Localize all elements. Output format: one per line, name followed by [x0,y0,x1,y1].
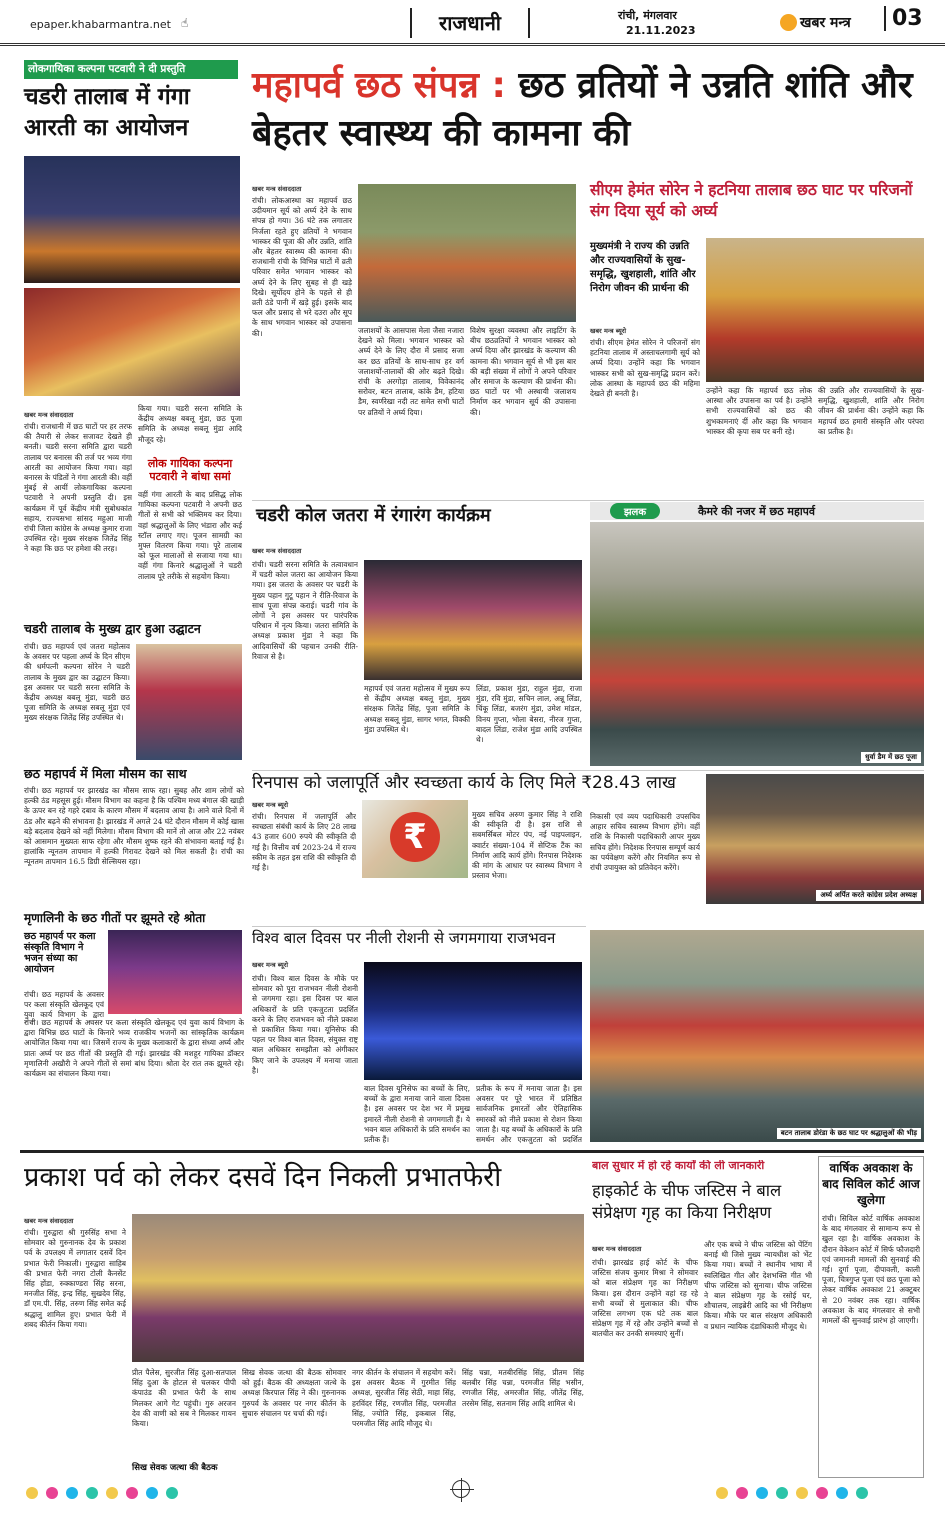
issue-day: रांची, मंगलवार [618,9,677,22]
prakash-body-3: सिख सेवक जत्था की बैठक सोमवार को हुई। बैठक की अध्यक्षता जत्थे के अध्यक्ष किरपाल सिंह ने की। गुरुनानक गुरुपर्व के अवसर पर नगर कीर्तन के सुचारु संचालन पर चर्चा की गई। [242,1368,346,1418]
childday-body-1: रांची। विश्व बाल दिवस के मौके पर सोमवार को पूरा राजभवन नीली रोशनी से जगमगा रहा। इस दिवस पर बाल अधिकारों के प्रति एकजुटता प्रदर्शित करने के लिए राजभवन को नीले प्रकाश से प्रकाशित किया गया। यूनिसेफ की पहल पर विश्व बाल दिवस, संयुक्त राष्ट्र बाल अधिकार समझौता को अंगीकार किए जाने के उपलक्ष्य में मनाया जाता है। [252,974,358,1075]
jatra-body-3: लिंडा, प्रकाश मुंडा, राहुल मुंडा, राजा मुंडा, रवि मुंडा, सचिन लाल, अन्नू लिंडा, चिंकू लिंडा, बजरंग मुंडा, उमेश मांडल, विनय गुप्ता, भोला बेसरा, नीरज गुप्ता, बादल लिंडा, राजेश मुंडा आदि उपस्थित थे। [476,684,582,745]
court-body-2: और एक बच्चे ने चीफ जस्टिस को पेंटिंग बनाई थी जिसे मुख्य न्यायधीश को भेंट किया गया। बच्चों ने स्थानीय भाषा में स्वलिखित गीत और देशभक्ति गीत भी चीफ जस्टिस को सुनाया। चीफ जस्टिस ने बाल संप्रेक्षण गृह के रसोई घर, शौचालय, लाइब्रेरी आदि का भी निरीक्षण किया। मौके पर बाल संरक्षण अधिकारी व प्रधान न्यायिक दंडाधिकारी मौजूद थे। [704,1240,812,1331]
singer-photo [108,930,242,1014]
rinpas-body-3: निकासी एवं व्यय पदाधिकारी उपसचिव आहार सचिव स्वास्थ्य विभाग होंगे। वहीं राशि के निकासी पदाधिकारी आपर मुख्य सचिव होंगे। निदेशक रिनपास सम्पूर्ण कार्य का पर्यवेक्षण करेंगे और नियमित रूप से रांची उपायुक्त को प्रतिवेदन करेंगे। [590,812,700,873]
camera-tag: झलक [610,503,660,519]
left-headline-2: चडरी तालाब के मुख्य द्वार हुआ उद्घाटन [24,621,201,636]
stage-group-photo [24,288,240,396]
bottom-divider [20,1150,924,1153]
cm-byline: खबर मन्त्र ब्यूरो [590,327,627,335]
ganga-aarti-photo [24,156,240,283]
cm-quote: मुख्यमंत्री ने राज्य की उन्नति और राज्यवासियों के सुख-समृद्धि, खुशहाली, शांति और निरोग जीवन की प्रार्थना की [590,241,696,294]
footer-dot [46,1487,58,1499]
court-headline: हाइकोर्ट के चीफ जस्टिस ने बाल संप्रेक्षण गृह का किया निरीक्षण [592,1181,782,1222]
left-kicker: लोकगायिका कल्पना पटवारी ने दी प्रस्तुति [24,60,238,79]
footer-dot [146,1487,158,1499]
cm-headline: सीएम हेमंत सोरेन ने हटनिया तालाब छठ घाट पर परिजनों संग दिया सूर्य को अर्घ्य [590,181,913,220]
footer-dot [796,1487,808,1499]
jatra-top-rule [252,500,924,501]
registration-mark-icon [452,1480,470,1498]
lead-byline: खबर मन्त्र संवाददाता [252,185,302,193]
dhurwa-dam-photo [590,522,924,766]
footer-dot [106,1487,118,1499]
footer-dot [756,1487,768,1499]
masthead [0,0,945,46]
congress-president-caption: अर्घ्य अर्पित करते कांग्रेस प्रदेश अध्यक्ष [816,890,921,901]
left-body-3: वहीं गंगा आरती के बाद प्रसिद्ध लोक गायिका कल्पना पटवारी ने अपनी छठ गीतों से सभी को भक्तिमय कर दिया। वहां श्रद्धालुओं के लिए भंडारा और कई स्टॉल लगाए गए। पूजन सामग्री का मुफ्त वितरण किया गया। पूरे तालाब को फूल मालाओं से सजाया गया था। वहीं गंगा किनारे श्रद्धालुओं ने चडरी तालाब पूरे तरीके से सहयोग किया। [138,490,242,581]
cursor-icon: ☝ [181,16,189,30]
footer-dot [26,1487,38,1499]
site-url[interactable]: epaper.khabarmantra.net [30,18,171,31]
prakash-byline: खबर मन्त्र संवाददाता [24,1217,74,1225]
cm-body-3: की उन्नति और राज्यवासियों के सुख-समृद्धि, खुशहाली, शांति और निरोग जीवन की प्रार्थना की। उन्होंने कहा कि महापर्व छठ हमारी संस्कृति और परंपरा का प्रतीक है। [818,386,924,436]
left-headline-3: छठ महापर्व में मिला मौसम का साथ [24,766,187,781]
prakash-subhead: सिख सेवक जत्था की बैठक [132,1463,218,1473]
lead-headline-black: छठ व्रतियों ने उन्नति शांति और बेहतर स्वास्थ्य की कामना की [252,65,913,154]
left-body-5: रांची। छठ महापर्व पर झारखंड का मौसम साफ रहा। सुबह और शाम लोगों को हल्की ठंड महसूस हुई। मौसम विभाग का कहना है कि पश्चिम मध्य बंगाल की खाड़ी के ऊपर बन रहे गहरे दबाव के कारण मौसम में बदलाव आया है। आने वाले दिनों में ठंड और बढ़ने की संभावना है। झारखंड में अगले 24 घंटे दौरान मौसम में कोई खास बड़े बदलाव देखने को नहीं मिलेगा। मौसम विभाग की मानें तो आज और 22 नवंबर को आसमान मुख्यतः साफ रहेगा और मौसम शुष्क रहने की संभावना बताई गई है। हालांकि न्यूनतम तापमान में हल्की गिरावट देखने को मिल सकती है। रांची का न्यूनतम तापमान 16.5 डिग्री सेल्सियस रहा। [24,786,244,867]
footer-dot [736,1487,748,1499]
congress-president-photo [706,774,924,904]
jatra-headline: चडरी कोल जतरा में रंगारंग कार्यक्रम [256,505,491,526]
childday-body-2: बाल दिवस यूनिसेफ का बच्चों के लिए, बच्चों के द्वारा मनाया जाने वाला दिवस है। इस अवसर पर देश भर में प्रमुख इमारतें नीली रोशनी से जगमगाती हैं। ये भवन बाल अधिकारों के प्रति समर्थन का प्रतीक हैं। [364,1084,470,1144]
cm-body-2: उन्होंने कहा कि महापर्व छठ लोक आस्था और उपासना का पर्व है। उन्होंने सभी राज्यवासियों को छठ की शुभकामनाएं दीं और कहा कि भगवान भास्कर की कृपा सब पर बनी रहे। [706,386,812,436]
civil-headline: वार्षिक अवकाश के बाद सिविल कोर्ट आज खुलेगा [822,1161,920,1207]
rinpas-byline: खबर मन्त्र ब्यूरो [252,801,289,809]
batan-talab-photo [590,930,924,1142]
jatra-body-1: रांची। चडरी सरना समिति के तत्वावधान में चडरी कोल जतरा का आयोजन किया गया। इस जतरा के अवसर पर चडरी के मुख्य पहान गुटू पहान ने रीति-रिवाज के साथ पूजा संपन्न कराई। चडरी गांव के लोगों ने इस अवसर पर पारंपरिक परिधान में नृत्य किया। जतरा समिति के अध्यक्ष प्रकाश मुंडा ने कहा कि आदिवासियों की पहचान उनकी रीति-रिवाज से है। [252,560,358,661]
batan-talab-caption: बटन तालाब डोरंडा के छठ घाट पर श्रद्धालुओं की भीड़ [777,1128,921,1139]
page-number: 03 [884,6,923,31]
footer-dot [716,1487,728,1499]
footer-dot [66,1487,78,1499]
issue-date: 21.11.2023 [626,24,696,37]
left-body-6: रांची। छठ महापर्व के अवसर पर कला संस्कृति खेलकूद एवं युवा कार्य विभाग के द्वारा [24,990,104,1020]
rinpas-headline: रिनपास को जलापूर्ति और स्वच्छता कार्य के लिए मिले ₹28.43 लाख [252,773,676,793]
left-body-4: रांची। छठ महापर्व एवं जतरा महोत्सव के अवसर पर पहला अर्घ्य के दिन सीएम की धर्मपत्नी कल्पना सोरेन ने चडरी तालाब के मुख्य द्वार का उद्घाटन किया। इस अवसर पर चडरी सरना समिति के केंद्रीय अध्यक्ष बबलू मुंडा, चडरी छठ पूजा समिति के अध्यक्ष सबलू मुंडा एवं मुख्य संरक्षक जितेंद्र सिंह उपस्थित थे। [24,642,130,723]
camera-bar [590,502,924,520]
prakash-headline: प्रकाश पर्व को लेकर दसवें दिन निकली प्रभातफेरी [24,1162,502,1193]
rajbhavan-blue-photo [364,962,582,1080]
footer-dot [86,1487,98,1499]
brand-name: खबर मन्त्र [800,15,851,31]
rinpas-top-rule [252,770,924,771]
footer-dot [856,1487,868,1499]
brand-logo-icon [780,14,797,31]
chhath-devotees-photo [358,184,576,322]
gate-inauguration-photo [136,644,242,760]
camera-title: कैमरे की नजर में छठ महापर्व [698,505,816,518]
civil-body: रांची। सिविल कोर्ट वार्षिक अवकाश के बाद मंगलवार से सामान्य रूप से खुल रहा है। वार्षिक अवकाश के दौरान वेकेशन कोर्ट में सिर्फ फौजदारी एवं जमानती मामलों की सुनवाई की गई। दुर्गा पूजा, दीपावली, काली पूजा, चित्रगुप्त पूजा एवं छठ पूजा को लेकर वार्षिक अवकाश 21 अक्टूबर से 20 नवंबर तक रहा। वार्षिक अवकाश के बाद मंगलवार से सभी मामलों की सुनवाई प्रारंभ हो जाएगी। [822,1214,920,1326]
lead-body-2: जलाशयों के आसपास मेला जैसा नजारा देखने को मिला। भगवान भास्कर को अर्घ्य देने के लिए दौरा में प्रसाद सजा कर छठ व्रतियों के साथ-साथ हर वर्ग जलाशयों-तालाबों की ओर बढ़ते दिखे। रांची के अरगोड़ा तालाब, विवेकानंद सरोवर, बटन तालाब, कांके डैम, हटिया डैम, स्वर्णरेखा नदी तट समेत सभी घाटों पर व्रतियों ने अर्घ्य दिया। [358,326,464,417]
childday-top-rule [252,926,586,927]
footer-dot [126,1487,138,1499]
left-body-6b: रांची। छठ महापर्व के अवसर पर कला संस्कृति खेलकूद एवं युवा कार्य विभाग के द्वारा विभिन्न छठ घाटों के किनारे भव्य राजकीय भजनों का सांस्कृतिक कार्यक्रम आयोजित किया गया था। जिसमें राज्य के मुख्य कलाकारों के द्वारा संध्या अर्घ्य और प्रातः अर्घ्य पर छठ गीतों की प्रस्तुति दी गई। झारखंड की मशहूर गायिका डॉक्टर मृणालिनी अखौरी ने अपने गीतों से समां बांध दिया। श्रोता देर रात तक झूमते रहे। कार्यक्रम का संचालन किया गया। [24,1018,244,1079]
cm-arghya-photo [706,238,924,382]
left-subhead-1: लोक गायिका कल्पना पटवारी ने बांधा समां [147,457,233,483]
footer-dot [776,1487,788,1499]
left-body-1: रांची। राजधानी में छठ घाटों पर हर तरफ की तैयारी से लेकर सजावट देखते ही बनती। चडरी सरना समिति द्वारा चडरी तालाब पर बनारस की तर्ज पर भव्य गंगा आरती का आयोजन किया गया। वहां बनारस के पंडितों ने गंगा आरती की। वहीं मुंबई से आयीं लोकगायिका कल्पना पटवारी ने अपनी प्रस्तुति दी। इस कार्यक्रम में पूर्व केंद्रीय मंत्री सुबोधकांत सहाय, राज्यसभा सांसद महुआ माजी रांची जिला कांग्रेस के अध्यक्ष कुमार राजा उपस्थित रहे। मुख्य संरक्षक जितेंद्र सिंह ने कहा कि छठ पर हमेशा की तरह। [24,422,132,554]
left-body-2: किया गया। चडरी सरना समिति के केंद्रीय अध्यक्ष बबलू मुंडा, छठ पूजा समिति के अध्यक्ष सबलू मुंडा आदि मौजूद रहे। [138,404,242,444]
childday-byline: खबर मन्त्र ब्यूरो [252,961,289,969]
childday-headline: विश्व बाल दिवस पर नीली रोशनी से जगमगाया राजभवन [252,929,556,947]
cm-body-1: रांची। सीएम हेमंत सोरेन ने परिजनों संग हटनिया तालाब में अस्ताचलगामी सूर्य को अर्घ्य दिया। उन्होंने कहा कि भगवान भास्कर सभी को सुख-समृद्धि प्रदान करें। लोक आस्था के महापर्व छठ की महिमा देखते ही बनती है। [590,338,700,399]
court-byline: खबर मन्त्र संवाददाता [592,1245,642,1253]
section-name: राजधानी [410,8,530,38]
jatra-body-2: महापर्व एवं जतरा महोत्सव में मुख्य रूप से केंद्रीय अध्यक्ष बबलू मुंडा, मुख्य संरक्षक जितेंद्र सिंह, पूजा समिति के अध्यक्ष सबलू मुंडा, सागर भगत, विक्की मुंडा उपस्थित थे। [364,684,470,734]
left-headline-4: मृणालिनी के छठ गीतों पर झूमते रहे श्रोता [24,911,206,925]
footer-dots-right [716,1484,916,1498]
jatra-byline: खबर मन्त्र संवाददाता [252,547,302,555]
rinpas-body-1: रांची। रिनपास में जलापूर्ति और स्वच्छता संबंधी कार्य के लिए 28 लाख 43 हजार 600 रुपये की स्वीकृति दी गई है। वित्तीय वर्ष 2023-24 में राज्य स्कीम के तहत इस राशि की स्वीकृति दी गई है। [252,812,356,873]
footer-dots-left [26,1484,226,1498]
prakash-body-2: प्रीत पैलेस, सुरजीत सिंह दुआ-सतपाल सिंह दुआ के होटल से चलकर पीपी कंपाउंड की प्रभात फेरी के साथ मिलकर आगे गेट पहुंची। गुरु अरजन देव की वाणी को सब ने मिलकर गायन किया। [132,1368,236,1429]
dhurwa-dam-caption: धुर्वा डैम में छठ पूजा [861,752,921,763]
rinpas-body-2: मुख्य सचिव अरुण कुमार सिंह ने राशि की स्वीकृति दी है। इस राशि से सबमर्सिबल मोटर पंप, नई पाइपलाइन, क्वार्टर संख्या-104 में सेप्टिक टैंक का निर्माण आदि कार्य होंगे। रिनपास निदेशक की मांग के आधार पर स्वास्थ्य विभाग ने प्रस्ताव भेजा। [472,810,582,881]
jatra-dance-photo [364,560,582,680]
lead-body-1: रांची। लोकआस्था का महापर्व छठ उदीयमान सूर्य को अर्घ्य देने के साथ संपन्न हो गया। 36 घंटे तक लगातार निर्जला रहते हुए व्रतियों ने भगवान भास्कर की पूजा की और उन्नति, शांति और बेहतर स्वास्थ्य की कामना की। राजधानी रांची के विभिन्न घाटों में व्रती परिवार समेत भगवान भास्कर को अर्घ्य देने के लिए सुबह से ही खड़े दिखे। सूर्योदय होने के पहले से ही व्रती ठंडे पानी में खड़े हुई। इसके बाद फल और प्रसाद से भरे दउरा और सूप के साथ भगवान भास्कर को उपासना की। [252,196,352,338]
prakash-body-1: रांची। गुरुद्वारा श्री गुरुसिंह सभा ने सोमवार को गुरुनानक देव के प्रकाश पर्व के उपलक्ष्य में लगातार दसवें दिन प्रभात फेरी निकाली। गुरुद्वारा साहिब की प्रभात फेरी नगरा टोली कैनसेंट सिंह होंडा, रुक्काण्डरा सिंह सरना, मनजीत सिंह, इन्द्र सिंह, सुखदेव सिंह, डॉ एम.पी. सिंह, तरुण सिंह समेत कई श्रद्धालु शामिल हुए। प्रभात फेरी में शबद कीर्तन किया गया। [24,1228,126,1329]
prakash-body-5: सिंह चन्ना, मतबीरसिंह सिंह, प्रीतम सिंह बलबीर सिंह चन्ना, परमजीत सिंह भसीन, रणजीत सिंह, अमरजीत सिंह, जीतेंद्र सिंह, तरसेम सिंह, सतनाम सिंह आदि शामिल थे। [462,1368,584,1408]
left-subhead-4: छठ महापर्व पर कला संस्कृति विभाग ने भजन संध्या का आयोजन [24,931,96,975]
lead-body-3: विशेष सुरक्षा व्यवस्था और लाइटिंग के बीच छठव्रतियों ने भगवान भास्कर को अर्घ्य दिया और झारखंड के कल्याण की कामना की। भगवान सूर्य से भी इस बार की बड़ी संख्या में लोगों ने अपने परिवार और समाज के कल्याण की प्रार्थना की। छठ घाटों पर भी अस्थायी जलाशय निर्माण कर भगवान सूर्य की उपासना की। [470,326,576,417]
lead-headline-red: महापर्व छठ संपन्न : [252,65,506,106]
court-body-1: रांची। झारखंड हाई कोर्ट के चीफ जस्टिस संजय कुमार मिश्रा ने सोमवार को बाल संप्रेक्षण गृह का निरीक्षण किया। इस दौरान उन्होंने वहां रह रहे सभी बच्चों से मुलाकात की। चीफ जस्टिस लगभग एक घंटे तक बाल संप्रेक्षण गृह में रहे और उन्होंने बच्चों से बातचीत कर उनकी समस्याएं सुनीं। [592,1258,698,1339]
prakash-body-4: नगर कीर्तन के संचालन में सहयोग करें। इस अवसर बैठक में गुरमीत सिंह अध्यक्ष, सुरजीत सिंह सेठी, माहा सिंह, हरविंदर सिंह, रणजीत सिंह, परमजीत सिंह, ज्योति सिंह, इकबाल सिंह, परमजीत सिंह आदि मौजूद थे। [352,1368,456,1429]
left-byline: खबर मन्त्र संवाददाता [24,411,74,419]
left-headline: चडरी तालाब में गंगा आरती का आयोजन [24,84,190,141]
footer-dot [816,1487,828,1499]
lead-headline [252,62,922,158]
footer-dot [836,1487,848,1499]
childday-body-3: प्रतीक के रूप में मनाया जाता है। इस अवसर पर पूरे भारत में प्रतिष्ठित सार्वजनिक इमारतों और ऐतिहासिक स्मारकों को नीले प्रकाश से रोशन किया जाता है। यह बच्चों के अधिकारों के प्रति समर्थन और एकजुटता को प्रदर्शित [476,1084,582,1144]
footer-dot [166,1487,178,1499]
rupee-icon: ₹ [390,812,440,862]
prabhatferi-photo [132,1214,584,1362]
court-kicker: बाल सुधार में हो रहे कार्यों की ली जानकारी [592,1160,765,1172]
